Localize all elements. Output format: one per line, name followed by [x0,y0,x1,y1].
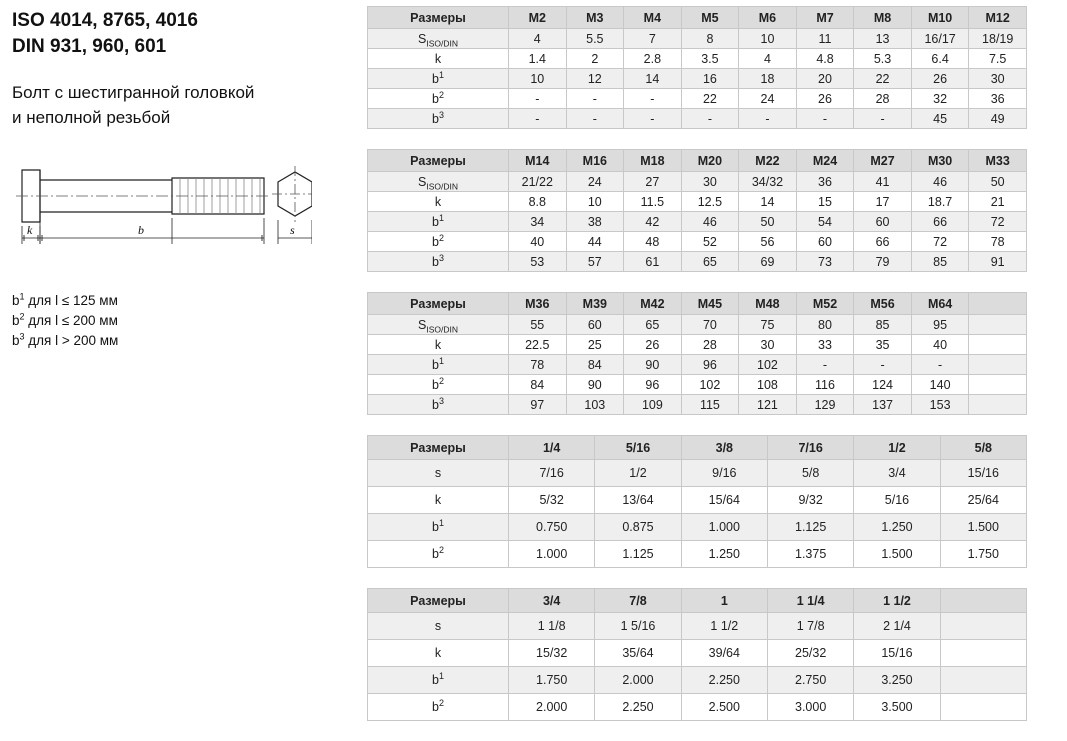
table-cell: 33 [796,335,854,355]
table-row [368,232,1027,252]
table-cell: 24 [566,172,624,192]
table-cell: 85 [854,315,912,335]
table-cell: 34 [509,212,567,232]
table-cell: 90 [624,355,682,375]
table-cell: 2.000 [595,667,681,694]
table-cell: 1/2 [595,460,681,487]
table-cell: 30 [681,172,739,192]
table-cell: - [739,109,797,129]
footnotes [12,291,360,351]
table-cell: 15 [796,192,854,212]
dimension-tables [367,6,1057,741]
table-cell: 10 [566,192,624,212]
table-cell: 0.875 [595,514,681,541]
table-cell: 60 [854,212,912,232]
column-header-label: Размеры [368,7,509,29]
table-cell: 1 7/8 [767,613,853,640]
drawing-label-s: s [290,223,295,237]
table-inch-quarter-to-five-eighths [367,435,1027,568]
column-header-size: 1 1/2 [854,589,940,613]
column-header-size: M18 [624,150,682,172]
table-cell: 97 [509,395,567,415]
column-header-size: M7 [796,7,854,29]
table-cell [969,315,1027,335]
row-label-b2: $b^2$ [368,694,509,721]
table-cell: 78 [969,232,1027,252]
table-cell: 1.125 [595,541,681,568]
table-cell: 103 [566,395,624,415]
table-cell: 38 [566,212,624,232]
row-label-b3: $b^3$ [368,395,509,415]
table-cell: 1.000 [681,514,767,541]
column-header-label: Размеры [368,589,509,613]
column-header-size: M22 [739,150,797,172]
table-cell: 2.250 [595,694,681,721]
table-header-row [368,589,1027,613]
footnote-b1: $b^1$ для l ≤ 125 мм [12,291,118,308]
table-row [368,29,1027,49]
table-cell: 55 [509,315,567,335]
table-cell: 102 [681,375,739,395]
column-header-size: M56 [854,293,912,315]
table-cell: 84 [509,375,567,395]
table-cell: 108 [739,375,797,395]
row-label-k: k [368,49,509,69]
table-cell: 49 [969,109,1027,129]
column-header-size: M20 [681,150,739,172]
table-cell: 2.750 [767,667,853,694]
table-cell: 3.5 [681,49,739,69]
table-cell: 2.500 [681,694,767,721]
table-cell: - [854,355,912,375]
table-cell: 69 [739,252,797,272]
table-cell: 24 [739,89,797,109]
column-header-size: 3/4 [509,589,595,613]
column-header-size: M4 [624,7,682,29]
table-cell: 153 [911,395,969,415]
column-header-size: M30 [911,150,969,172]
table-row [368,667,1027,694]
table-cell: 65 [624,315,682,335]
row-label-b2: $b^2$ [368,541,509,568]
table-cell: - [566,89,624,109]
table-cell: 124 [854,375,912,395]
table-cell: 8 [681,29,739,49]
table-cell: 21 [969,192,1027,212]
table-cell: - [509,109,567,129]
column-header-size: 1/4 [509,436,595,460]
table-cell: 8.8 [509,192,567,212]
table-cell: 26 [796,89,854,109]
table-row [368,69,1027,89]
title-line-2: DIN 931, 960, 601 [12,36,167,57]
table-header-row [368,293,1027,315]
table-cell: 34/32 [739,172,797,192]
table-cell: 42 [624,212,682,232]
column-header-size: M8 [854,7,912,29]
table-row [368,640,1027,667]
column-header-size: 1 1/4 [767,589,853,613]
table-cell: 26 [911,69,969,89]
table-row [368,375,1027,395]
row-label-b1: $b^1$ [368,667,509,694]
table-cell: 85 [911,252,969,272]
row-label-b2: $b^2$ [368,232,509,252]
subtitle-line-1: Болт с шестигранной головкой [12,83,255,102]
table-cell: 13/64 [595,487,681,514]
table-cell: 10 [739,29,797,49]
table-cell: 1.375 [767,541,853,568]
table-cell: 40 [509,232,567,252]
table-cell [969,335,1027,355]
table-cell: 15/16 [940,460,1026,487]
table-cell: 2.8 [624,49,682,69]
table-metric-m2-m12 [367,6,1027,129]
table-cell: 129 [796,395,854,415]
table-cell: 12.5 [681,192,739,212]
table-cell: 18/19 [969,29,1027,49]
table-cell: 28 [681,335,739,355]
column-header-size: M52 [796,293,854,315]
table-cell: 2 1/4 [854,613,940,640]
table-cell: 30 [739,335,797,355]
row-label-b3: $b^3$ [368,109,509,129]
table-row [368,212,1027,232]
table-cell [969,355,1027,375]
table-cell: 96 [624,375,682,395]
table-cell: 1.500 [940,514,1026,541]
row-label-b2: $b^2$ [368,89,509,109]
table-cell: 10 [509,69,567,89]
table-cell: 35 [854,335,912,355]
left-column [12,8,360,351]
row-label-b3: $b^3$ [368,252,509,272]
column-header-size: 5/8 [940,436,1026,460]
table-cell: 70 [681,315,739,335]
table-cell: 52 [681,232,739,252]
table-cell: 16 [681,69,739,89]
table-cell: 5/8 [767,460,853,487]
table-cell: 12 [566,69,624,89]
table-cell: 3/4 [854,460,940,487]
column-header-label: Размеры [368,293,509,315]
column-header-size: M24 [796,150,854,172]
table-row [368,192,1027,212]
table-cell: 36 [796,172,854,192]
row-label-k: k [368,487,509,514]
table-row [368,109,1027,129]
table-cell: 1.250 [854,514,940,541]
column-header-size: M14 [509,150,567,172]
table-cell: 46 [681,212,739,232]
table-cell: 66 [854,232,912,252]
table-cell: 1.000 [509,541,595,568]
table-cell: 50 [969,172,1027,192]
table-cell: - [681,109,739,129]
column-header-size [940,589,1026,613]
table-cell: 140 [911,375,969,395]
table-row [368,613,1027,640]
table-cell: 72 [911,232,969,252]
table-cell: 1 5/16 [595,613,681,640]
table-cell: 21/22 [509,172,567,192]
table-cell: 91 [969,252,1027,272]
footnote-b3: $b^3$ для l > 200 мм [12,331,119,348]
table-cell: 6.4 [911,49,969,69]
table-cell: 96 [681,355,739,375]
product-description [12,80,360,130]
table-cell: 22 [854,69,912,89]
table-cell: 137 [854,395,912,415]
table-row [368,335,1027,355]
table-inch-three-quarters-to-one-and-half [367,588,1027,721]
table-cell: 79 [854,252,912,272]
column-header-size: M10 [911,7,969,29]
table-row [368,89,1027,109]
table-cell: 116 [796,375,854,395]
page-title [12,8,360,60]
table-cell: 3.250 [854,667,940,694]
footnote-b2: $b^2$ для l ≤ 200 мм [12,311,118,328]
table-cell: 30 [969,69,1027,89]
table-metric-m14-m33 [367,149,1027,272]
hex-bolt-drawing [12,148,312,258]
table-cell: 2 [566,49,624,69]
table-cell: 61 [624,252,682,272]
table-cell: 54 [796,212,854,232]
table-row [368,355,1027,375]
table-cell: 80 [796,315,854,335]
column-header-size: M48 [739,293,797,315]
table-cell: 45 [911,109,969,129]
table-cell: 27 [624,172,682,192]
table-cell: 7/16 [509,460,595,487]
table-cell: 84 [566,355,624,375]
table-cell: 20 [796,69,854,89]
column-header-size: 1 [681,589,767,613]
table-header-row [368,150,1027,172]
table-cell: 1 1/2 [681,613,767,640]
table-cell: 40 [911,335,969,355]
table-row [368,694,1027,721]
table-row [368,49,1027,69]
table-cell: 75 [739,315,797,335]
table-cell: 25/32 [767,640,853,667]
table-cell: 4.8 [796,49,854,69]
table-cell: 46 [911,172,969,192]
column-header-size: M2 [509,7,567,29]
table-cell: 0.750 [509,514,595,541]
table-cell: 11 [796,29,854,49]
table-cell: 1.250 [681,541,767,568]
table-cell: 18 [739,69,797,89]
table-cell: 60 [566,315,624,335]
table-cell: 3.500 [854,694,940,721]
table-cell: 14 [739,192,797,212]
table-cell: 53 [509,252,567,272]
table-cell [940,694,1026,721]
table-cell: - [624,109,682,129]
table-cell: 32 [911,89,969,109]
table-cell: 15/16 [854,640,940,667]
row-label-b1: $b^1$ [368,355,509,375]
column-header-size: 3/8 [681,436,767,460]
column-header-size: 5/16 [595,436,681,460]
table-cell: 11.5 [624,192,682,212]
table-cell [969,375,1027,395]
table-cell: 16/17 [911,29,969,49]
table-cell: 1.750 [940,541,1026,568]
drawing-label-b: b [138,223,144,237]
table-cell: 4 [739,49,797,69]
table-row [368,460,1027,487]
table-cell: 73 [796,252,854,272]
row-label-k: k [368,640,509,667]
row-label-b1: $b^1$ [368,514,509,541]
column-header-size: 7/8 [595,589,681,613]
table-cell: 5.5 [566,29,624,49]
table-cell: 18.7 [911,192,969,212]
row-label-k: k [368,335,509,355]
table-cell: 22 [681,89,739,109]
table-row [368,395,1027,415]
table-row [368,315,1027,335]
table-cell: - [796,109,854,129]
table-cell: 35/64 [595,640,681,667]
table-cell: 1.125 [767,514,853,541]
column-header-size: M5 [681,7,739,29]
table-cell: 121 [739,395,797,415]
table-cell: 9/32 [767,487,853,514]
column-header-size: M36 [509,293,567,315]
table-cell: 4 [509,29,567,49]
table-header-row [368,436,1027,460]
table-row [368,172,1027,192]
row-label-k: k [368,192,509,212]
table-cell: 14 [624,69,682,89]
table-cell: 95 [911,315,969,335]
column-header-size: M33 [969,150,1027,172]
row-label-s_iso_din: $S_{ISO/DIN}$ [368,172,509,192]
table-cell [940,613,1026,640]
column-header-size: 7/16 [767,436,853,460]
table-cell: 36 [969,89,1027,109]
column-header-label: Размеры [368,436,509,460]
table-cell: 13 [854,29,912,49]
table-cell: 26 [624,335,682,355]
row-label-s_plain: s [368,460,509,487]
column-header-size: M64 [911,293,969,315]
table-cell [940,640,1026,667]
table-cell: 28 [854,89,912,109]
table-cell: 48 [624,232,682,252]
table-cell [969,395,1027,415]
column-header-size: M3 [566,7,624,29]
table-cell: 2.000 [509,694,595,721]
table-cell: 7.5 [969,49,1027,69]
column-header-size: M6 [739,7,797,29]
column-header-size: 1/2 [854,436,940,460]
table-cell: 7 [624,29,682,49]
table-cell: 5/32 [509,487,595,514]
table-cell: 1.500 [854,541,940,568]
table-cell: 5.3 [854,49,912,69]
table-cell: 22.5 [509,335,567,355]
table-cell: 1.750 [509,667,595,694]
table-cell: 1 1/8 [509,613,595,640]
row-label-s_iso_din: $S_{ISO/DIN}$ [368,315,509,335]
table-row [368,541,1027,568]
row-label-b1: $b^1$ [368,212,509,232]
row-label-b2: $b^2$ [368,375,509,395]
table-cell: 78 [509,355,567,375]
table-cell: - [566,109,624,129]
table-cell: 115 [681,395,739,415]
table-cell: 2.250 [681,667,767,694]
row-label-b1: $b^1$ [368,69,509,89]
table-cell: 15/32 [509,640,595,667]
table-header-row [368,7,1027,29]
table-cell: - [796,355,854,375]
column-header-label: Размеры [368,150,509,172]
table-cell: 102 [739,355,797,375]
table-metric-m36-m64 [367,292,1027,415]
row-label-s_iso_din: $S_{ISO/DIN}$ [368,29,509,49]
table-cell: 39/64 [681,640,767,667]
table-cell: 5/16 [854,487,940,514]
table-cell: 56 [739,232,797,252]
table-cell: 65 [681,252,739,272]
column-header-size: M27 [854,150,912,172]
column-header-size [969,293,1027,315]
drawing-label-k: k [27,223,33,237]
column-header-size: M45 [681,293,739,315]
table-cell: 72 [969,212,1027,232]
table-cell: 3.000 [767,694,853,721]
table-cell: 60 [796,232,854,252]
table-cell: 66 [911,212,969,232]
column-header-size: M16 [566,150,624,172]
table-cell: 50 [739,212,797,232]
table-cell: - [509,89,567,109]
table-cell: 44 [566,232,624,252]
table-cell: - [911,355,969,375]
title-line-1: ISO 4014, 8765, 4016 [12,10,198,31]
table-cell: 109 [624,395,682,415]
table-cell: 25 [566,335,624,355]
column-header-size: M12 [969,7,1027,29]
table-cell: - [854,109,912,129]
table-cell: 57 [566,252,624,272]
table-cell: 17 [854,192,912,212]
row-label-s_plain: s [368,613,509,640]
table-cell: 15/64 [681,487,767,514]
subtitle-line-2: и неполной резьбой [12,108,171,127]
table-cell: - [624,89,682,109]
table-cell: 25/64 [940,487,1026,514]
table-cell: 90 [566,375,624,395]
table-cell: 1.4 [509,49,567,69]
column-header-size: M39 [566,293,624,315]
table-cell: 9/16 [681,460,767,487]
table-row [368,487,1027,514]
table-row [368,252,1027,272]
table-row [368,514,1027,541]
table-cell: 41 [854,172,912,192]
table-cell [940,667,1026,694]
column-header-size: M42 [624,293,682,315]
